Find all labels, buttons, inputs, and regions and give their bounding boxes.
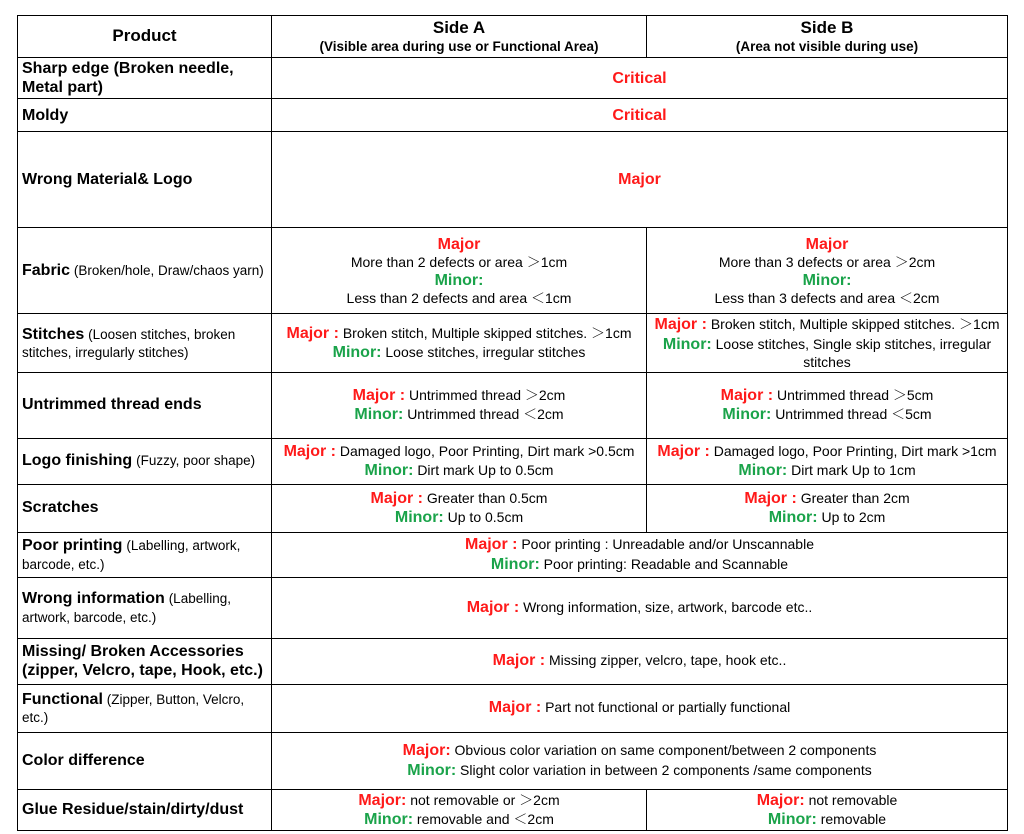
side-a-cell <box>272 789 647 830</box>
minor-label: Minor: <box>407 761 457 779</box>
table-row <box>18 577 1008 638</box>
side-a-title: Side A <box>432 18 486 38</box>
criteria-line <box>276 810 642 829</box>
criteria-line <box>651 386 1003 405</box>
minor-label: Minor: <box>722 406 772 424</box>
minor-label: Minor: <box>767 810 817 828</box>
table-row <box>18 684 1008 732</box>
criteria-text: Greater than 0.5cm <box>426 489 548 506</box>
product-cell <box>18 532 272 577</box>
severity-label: Major: <box>358 791 407 809</box>
criteria-text: Greater than 2cm <box>800 489 910 506</box>
side-b-cell <box>647 372 1008 438</box>
product-cell <box>18 438 272 484</box>
severity-label: Major : <box>492 652 546 670</box>
product-name: Logo finishing <box>22 452 133 470</box>
product-name: Color difference <box>22 751 145 769</box>
criteria-text: Loose stitches, irregular stitches <box>385 343 586 360</box>
table-row <box>18 132 1008 228</box>
criteria-line <box>276 508 642 527</box>
severity-label: Major : <box>370 489 423 507</box>
criteria-text: Untrimmed thread ＜5cm <box>775 406 932 423</box>
severity-label: Major : <box>466 598 520 616</box>
side-a-cell <box>272 372 647 438</box>
product-name: Stitches <box>22 325 85 343</box>
criteria-line <box>276 343 642 362</box>
criteria-text: Dirt mark Up to 1cm <box>791 462 916 479</box>
criteria-text: removable and ＜2cm <box>416 810 554 827</box>
header-row <box>18 16 1008 58</box>
criteria-text: removable <box>820 810 887 827</box>
product-name: Wrong information <box>22 590 165 608</box>
criteria-text: not removable <box>808 791 898 808</box>
table-body <box>18 58 1008 831</box>
product-description: (Labelling, artwork, barcode, etc.) <box>22 591 231 625</box>
criteria-line <box>276 324 642 343</box>
criteria-line <box>276 405 642 424</box>
header-side-b <box>647 16 1008 58</box>
side-b-cell <box>647 314 1008 372</box>
criteria-text: Untrimmed thread ＜2cm <box>407 406 564 423</box>
criteria-text: Dirt mark Up to 0.5cm <box>417 462 554 479</box>
criteria-line <box>651 235 1003 254</box>
severity-label: Major <box>437 235 481 253</box>
product-cell <box>18 684 272 732</box>
criteria-line <box>276 761 1003 780</box>
severity-label: Critical <box>612 69 667 87</box>
criteria-line <box>651 508 1003 527</box>
both-sides-cell <box>272 684 1008 732</box>
severity-label: Major : <box>488 699 542 717</box>
criteria-line <box>276 106 1003 125</box>
criteria-line <box>651 489 1003 508</box>
side-b-cell <box>647 484 1008 532</box>
minor-label: Minor: <box>490 555 540 573</box>
criteria-text: More than 2 defects or area ＞1cm <box>350 254 568 271</box>
criteria-line <box>651 315 1003 334</box>
table-row <box>18 732 1008 789</box>
side-b-cell <box>647 438 1008 484</box>
criteria-text: Less than 2 defects and area ＜1cm <box>346 290 572 307</box>
criteria-text: Missing zipper, velcro, tape, hook etc.. <box>549 652 787 669</box>
criteria-text: Slight color variation in between 2 components /same components <box>460 761 872 778</box>
criteria-line <box>276 791 642 810</box>
criteria-line <box>276 290 642 307</box>
table-row <box>18 638 1008 684</box>
both-sides-cell <box>272 638 1008 684</box>
criteria-line <box>276 535 1003 554</box>
product-description: (Labelling, artwork, barcode, etc.) <box>22 538 241 572</box>
product-name: Moldy <box>22 106 69 124</box>
product-cell <box>18 228 272 314</box>
minor-label: Minor: <box>354 406 404 424</box>
minor-label: Minor: <box>364 810 414 828</box>
side-b-title: Side B <box>800 18 854 38</box>
criteria-text: not removable or ＞2cm <box>410 791 560 808</box>
header-side-a <box>272 16 647 58</box>
table-row <box>18 484 1008 532</box>
side-a-cell <box>272 314 647 372</box>
product-name: Sharp edge (Broken needle, Metal part) <box>22 60 234 97</box>
product-description: (Zipper, Button, Velcro, etc.) <box>22 691 245 726</box>
minor-label: Minor: <box>662 335 712 353</box>
severity-label: Major <box>805 235 849 253</box>
side-a-subtitle: (Visible area during use or Functional Area) <box>319 38 599 54</box>
product-cell <box>18 99 272 132</box>
product-name: Wrong Material& Logo <box>22 171 193 189</box>
table-row <box>18 438 1008 484</box>
side-a-cell <box>272 484 647 532</box>
product-name: Poor printing <box>22 537 123 555</box>
both-sides-cell <box>272 58 1008 99</box>
product-name: Fabric <box>22 262 71 280</box>
criteria-line <box>651 791 1003 810</box>
criteria-text: Untrimmed thread ＞2cm <box>408 386 566 403</box>
table-row <box>18 532 1008 577</box>
side-a-cell <box>272 438 647 484</box>
criteria-line <box>276 254 642 271</box>
minor-label: Minor: <box>802 271 852 289</box>
product-description: (zipper, Velcro, tape, Hook, etc.) <box>22 662 263 680</box>
criteria-line <box>651 254 1003 271</box>
both-sides-cell <box>272 577 1008 638</box>
criteria-line <box>276 598 1003 617</box>
product-cell <box>18 372 272 438</box>
product-cell <box>18 58 272 99</box>
product-name: Glue Residue/stain/dirty/dust <box>22 801 244 819</box>
severity-label: Major: <box>402 742 451 760</box>
criteria-text: Untrimmed thread ＞5cm <box>776 386 934 403</box>
product-name: Untrimmed thread ends <box>22 396 202 414</box>
severity-label: Critical <box>612 106 667 124</box>
criteria-line <box>651 271 1003 290</box>
table-row <box>18 58 1008 99</box>
minor-label: Minor: <box>332 343 382 361</box>
both-sides-cell <box>272 99 1008 132</box>
both-sides-cell <box>272 532 1008 577</box>
product-description: (Broken/hole, Draw/chaos yarn) <box>73 263 264 279</box>
table-row <box>18 372 1008 438</box>
severity-label: Major <box>618 171 661 189</box>
both-sides-cell <box>272 732 1008 789</box>
minor-label: Minor: <box>768 509 818 527</box>
minor-label: Minor: <box>738 462 788 480</box>
severity-label: Major : <box>744 489 797 507</box>
criteria-line <box>276 651 1003 670</box>
criteria-text: Part not functional or partially functional <box>545 699 791 716</box>
product-cell <box>18 132 272 228</box>
product-description: (Fuzzy, poor shape) <box>136 453 256 469</box>
both-sides-cell <box>272 132 1008 228</box>
product-description: (Loosen stitches, broken stitches, irregularly stitches) <box>22 326 236 360</box>
defect-classification-table <box>17 15 1008 831</box>
criteria-text: Up to 2cm <box>821 509 886 526</box>
table-row <box>18 228 1008 314</box>
product-name: Functional <box>22 690 103 708</box>
table-row <box>18 789 1008 830</box>
criteria-text: Damaged logo, Poor Printing, Dirt mark >0.5cm <box>339 442 635 459</box>
criteria-text: Loose stitches, Single skip stitches, irregular stitches <box>715 335 992 370</box>
side-a-cell <box>272 228 647 314</box>
product-cell <box>18 314 272 372</box>
criteria-text: Damaged logo, Poor Printing, Dirt mark >1cm <box>713 442 997 459</box>
product-cell <box>18 789 272 830</box>
side-b-cell <box>647 789 1008 830</box>
product-cell <box>18 577 272 638</box>
criteria-text: Wrong information, size, artwork, barcode etc.. <box>523 598 813 615</box>
criteria-line <box>276 698 1003 717</box>
severity-label: Major : <box>465 536 518 554</box>
table-row <box>18 99 1008 132</box>
product-cell <box>18 638 272 684</box>
criteria-line <box>276 555 1003 574</box>
severity-label: Major : <box>352 386 406 404</box>
severity-label: Major : <box>720 386 774 404</box>
criteria-line <box>651 335 1003 371</box>
criteria-line <box>651 442 1003 461</box>
criteria-line <box>276 741 1003 760</box>
criteria-line <box>651 810 1003 829</box>
side-b-cell <box>647 228 1008 314</box>
minor-label: Minor: <box>364 462 414 480</box>
minor-label: Minor: <box>394 509 444 527</box>
severity-label: Major: <box>756 791 805 809</box>
criteria-line <box>651 405 1003 424</box>
criteria-line <box>276 461 642 480</box>
product-cell <box>18 484 272 532</box>
criteria-line <box>276 170 1003 189</box>
criteria-text: Poor printing: Readable and Scannable <box>543 555 789 572</box>
criteria-text: Broken stitch, Multiple skipped stitches. ＞1cm <box>342 324 632 341</box>
product-cell <box>18 732 272 789</box>
severity-label: Major : <box>654 316 707 334</box>
criteria-line <box>276 235 642 254</box>
criteria-line <box>276 489 642 508</box>
table-row <box>18 314 1008 372</box>
criteria-line <box>651 461 1003 480</box>
criteria-text: Less than 3 defects and area ＜2cm <box>714 290 940 307</box>
severity-label: Major : <box>657 442 710 460</box>
criteria-line <box>651 290 1003 307</box>
criteria-line <box>276 442 642 461</box>
severity-label: Major : <box>286 324 339 342</box>
criteria-text: Broken stitch, Multiple skipped stitches. ＞1cm <box>710 316 1000 333</box>
side-b-subtitle: (Area not visible during use) <box>735 38 919 54</box>
criteria-text: Poor printing : Unreadable and/or Unscannable <box>521 536 814 553</box>
criteria-line <box>276 271 642 290</box>
criteria-text: Obvious color variation on same component/between 2 components <box>454 742 877 759</box>
severity-label: Major : <box>283 442 337 460</box>
criteria-text: More than 3 defects or area ＞2cm <box>718 254 936 271</box>
criteria-text: Up to 0.5cm <box>447 509 524 526</box>
minor-label: Minor: <box>434 271 484 289</box>
header-product: Product <box>18 16 272 58</box>
product-name: Missing/ Broken Accessories <box>22 642 244 660</box>
criteria-line <box>276 386 642 405</box>
product-name: Scratches <box>22 499 99 517</box>
criteria-line <box>276 69 1003 88</box>
